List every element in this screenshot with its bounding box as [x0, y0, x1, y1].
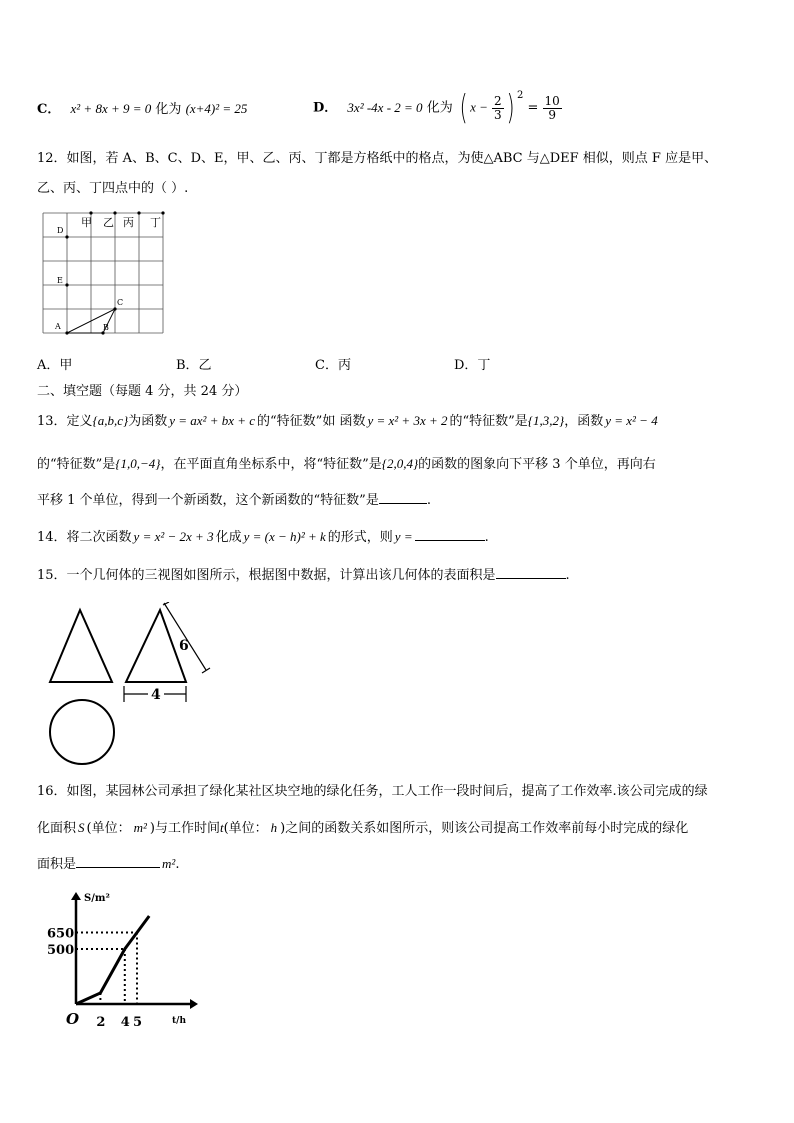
q12-option-d: D．丁: [454, 358, 491, 373]
origin-label: O: [66, 1010, 80, 1028]
dimension-label-6: 6: [179, 638, 189, 654]
math-set: {2,0,4}: [381, 456, 419, 471]
answer-blank[interactable]: [379, 491, 427, 504]
math-formula: y = (x − h)² + k: [243, 529, 326, 544]
exponent: 2: [516, 90, 524, 102]
q15-stem: 15．一个几何体的三视图如图所示，根据图中数据，计算出该几何体的表面积是 .: [37, 568, 570, 583]
front-view-triangle: [50, 610, 112, 682]
q16-line1: 16．如图，某园林公司承担了绿化某社区块空地的绿化任务，工人工作一段时间后，提高了工作效率.该公司完成的绿: [37, 784, 708, 799]
conversion-word: 化为: [426, 100, 453, 116]
grid-label-ding: 丁: [150, 216, 161, 229]
math-set: {1,3,2}: [527, 413, 565, 428]
point-label-d: D: [57, 226, 64, 235]
math-set: {a,b,c}: [92, 413, 129, 428]
q16-line2: 化面积 S (单位： m² )与工作时间t(单位： h )之间的函数关系如图所示，则该公司提高工作效率前每小时完成的绿化: [37, 820, 689, 836]
y-axis-arrow: [71, 892, 81, 900]
side-view-triangle: [126, 610, 186, 682]
section-heading: 二、填空题（每题 4 分，共 24 分）: [37, 384, 248, 399]
conversion-word: 化为: [155, 102, 182, 117]
point-label-c: C: [117, 298, 124, 307]
top-view-circle: [50, 700, 114, 764]
answer-blank[interactable]: [496, 566, 566, 579]
equation: 3x² -4x - 2 = 0: [347, 99, 423, 115]
math-formula: y = x² − 4: [605, 413, 658, 428]
grid-label-yi: 乙: [103, 216, 114, 229]
q12-stem-line2: 乙、丙、丁四点中的（ ）.: [37, 181, 189, 196]
math-formula: y = x² + 3x + 2: [367, 413, 448, 428]
q12-option-c: C．丙: [315, 358, 351, 373]
math-formula: y = ax² + bx + c: [169, 413, 256, 428]
equation: x² + 8x + 9 = 0: [70, 101, 152, 116]
point-label-b: B: [103, 323, 109, 332]
dimension-label-4: 4: [151, 687, 161, 703]
y-tick-label: 500: [47, 943, 75, 958]
grid-label-jia: 甲: [81, 216, 92, 229]
q11-option-c: [37, 98, 247, 117]
answer-blank[interactable]: [415, 528, 485, 541]
x-tick-label: 2: [96, 1015, 106, 1030]
q12-option-b: B．乙: [176, 358, 212, 373]
q12-stem-line1: 12．如图，若 A、B、C、D、E，甲、乙、丙、丁都是方格纸中的格点，为使△ABC 与△DEF 相似，则点 F 应是甲、: [37, 151, 718, 166]
x-axis-arrow: [190, 999, 198, 1009]
series-line: [76, 916, 149, 1004]
option-label: D．: [313, 100, 338, 116]
grid-label-bing: 丙: [123, 216, 134, 229]
math-set: {1,0,−4}: [115, 456, 161, 471]
q12-grid-figure: [37, 207, 172, 335]
q16-line3: 面积是 m².: [37, 856, 180, 872]
x-tick-label: 5: [133, 1015, 143, 1030]
q14-stem: 14．将二次函数 y = x² − 2x + 3 化成 y = (x − h)² + k 的形式，则 y = .: [37, 529, 489, 545]
equation: x −: [470, 99, 488, 115]
y-axis-label: S/m²: [84, 893, 110, 904]
q16-line-chart: [40, 890, 210, 1035]
option-label: C．: [37, 102, 61, 117]
math-formula: y = x² − 2x + 3: [133, 529, 214, 544]
equals-sign: =: [527, 100, 539, 116]
answer-blank[interactable]: [76, 855, 160, 868]
equation: (x+4)² = 25: [185, 101, 248, 116]
math-formula: y =: [394, 529, 413, 544]
y-tick-label: 650: [47, 926, 75, 942]
q13-line2: 的“特征数”是{1,0,−4}，在平面直角坐标系中，将“特征数”是{2,0,4}的函数的图象向下平移 3 个单位，再向右: [37, 456, 656, 472]
x-tick-label: 4: [120, 1015, 130, 1030]
fraction: $\frac{2}{3}$: [494, 93, 502, 122]
q12-option-a: A．甲: [37, 358, 73, 373]
fraction: $\frac{10}{9}$: [544, 93, 560, 122]
x-axis-label: t/h: [172, 1016, 186, 1026]
q13-line1: 13．定义{a,b,c}为函数 y = ax² + bx + c 的“特征数”如 函数 y = x² + 3x + 2 的“特征数”是{1,3,2}，函数 y = x² − 4: [37, 413, 658, 429]
point-label-e: E: [57, 276, 63, 285]
q11-option-d: D． 3x² -4x - 2 = 0 化为 ( x − $\frac{2}{3}$ ) $^2$ = $\frac{10}{9}$: [313, 88, 560, 128]
point-label-a: A: [55, 322, 61, 331]
q15-three-views: [40, 602, 220, 770]
q13-line3: 平移 1 个单位，得到一个新函数，这个新函数的“特征数”是 .: [37, 493, 431, 508]
